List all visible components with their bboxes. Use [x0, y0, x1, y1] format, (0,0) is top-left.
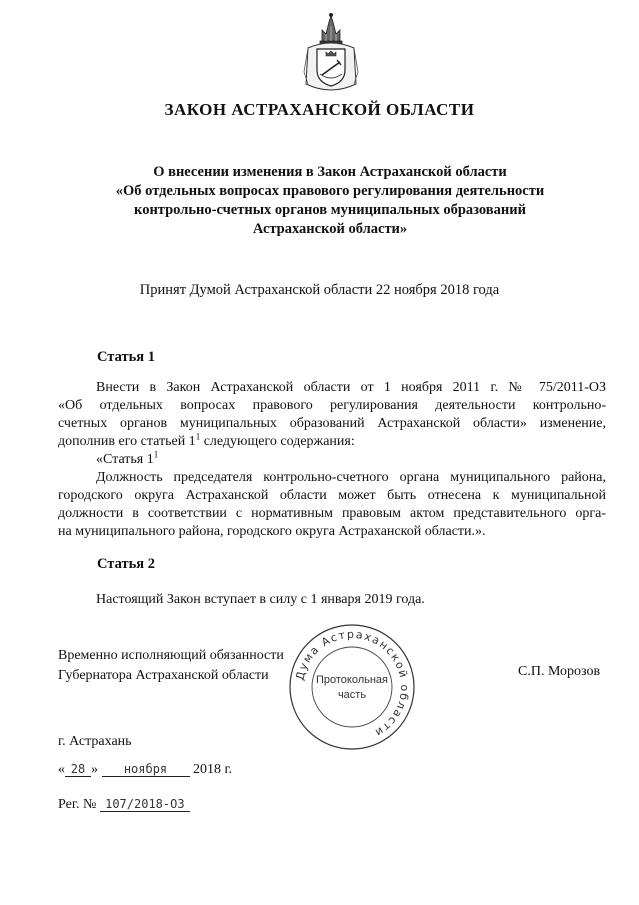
subject-line: О внесении изменения в Закон Астраханской области	[153, 164, 507, 180]
paragraph-line: Должность председателя контрольно-счетного органа муниципального района,	[96, 470, 606, 485]
law-subject	[80, 163, 580, 239]
date-year: 2018 г.	[193, 762, 233, 777]
stamp-center-line: Протокольная	[315, 674, 389, 686]
law-title: ЗАКОН АСТРАХАНСКОЙ ОБЛАСТИ	[164, 100, 475, 119]
adoption-statement: Принят Думой Астраханской области 22 ноября 2018 года	[139, 282, 500, 298]
article-2-text: Настоящий Закон вступает в силу с 1 января 2019 года.	[96, 592, 425, 607]
reg-number: 107/2018-ОЗ	[100, 797, 190, 812]
stamp-ring-text: Дума Астраханской области	[293, 627, 412, 740]
article-1-heading: Статья 1	[97, 349, 155, 365]
subject-line: «Об отдельных вопросах правового регулирования деятельности	[115, 183, 545, 199]
position-line: Временно исполняющий обязанности	[58, 648, 284, 663]
position-line: Губернатора Астраханской области	[58, 668, 269, 683]
article-2-heading: Статья 2	[97, 556, 155, 572]
date-quote: »	[91, 762, 98, 777]
registration-number	[58, 797, 190, 813]
paragraph-line: Внести в Закон Астраханской области от 1 ноября 2011 г. № 75/2011-ОЗ	[96, 380, 606, 395]
paragraph-line: городского округа Астраханской области может быть отнесена к муниципальной	[58, 488, 606, 503]
reg-label: Рег. №	[58, 797, 97, 812]
coat-of-arms-emblem	[300, 12, 362, 98]
stamp-center-line: часть	[337, 689, 367, 701]
article-1-body	[58, 379, 606, 541]
paragraph-line: должности в соответствии с нормативным правовым актом представительного орга-	[58, 506, 606, 521]
subject-line: Астраханской области»	[252, 221, 408, 237]
city: г. Астрахань	[58, 734, 132, 749]
paragraph-line: «Об отдельных вопросах правового регулирования деятельности контрольно-	[58, 398, 606, 413]
date-quote: «	[58, 762, 65, 777]
paragraph-line: на муниципального района, городского округа Астраханской области.».	[58, 524, 486, 539]
signatory-name: С.П. Морозов	[518, 664, 601, 679]
date-month: ноября	[102, 762, 190, 777]
signatory-position	[58, 646, 284, 686]
official-stamp	[287, 622, 417, 752]
quoted-article-label: «Статья $1^1$	[96, 449, 159, 467]
signing-date	[58, 762, 232, 778]
paragraph-line: дополнив его статьей $1^1$ следующего содержания:	[58, 431, 355, 449]
date-day: 28	[65, 762, 91, 777]
paragraph-line: счетных органов муниципальных образований Астраханской области» изменение,	[58, 416, 606, 431]
subject-line: контрольно-счетных органов муниципальных образований	[134, 202, 526, 218]
